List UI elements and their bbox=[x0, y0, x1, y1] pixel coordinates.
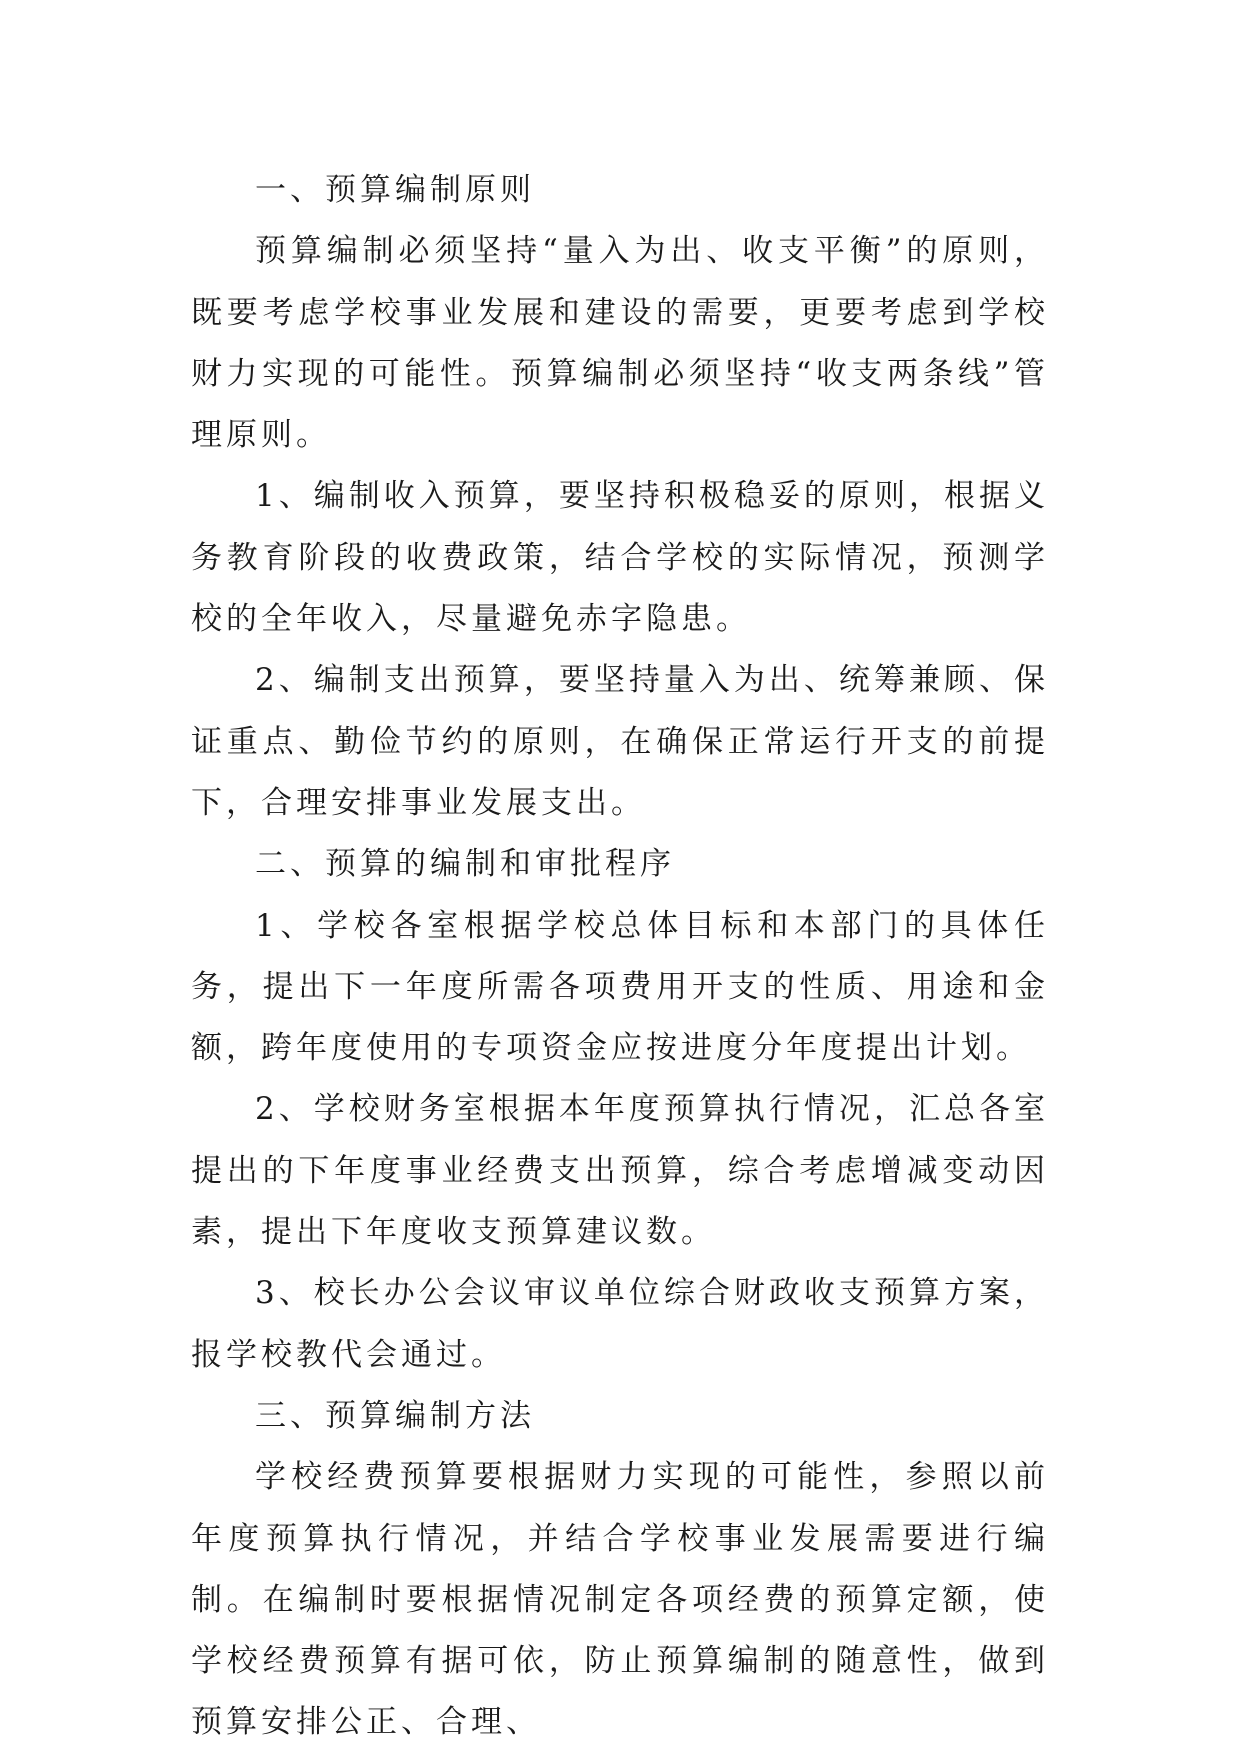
section-heading-budget-principles: 一、预算编制原则 bbox=[255, 172, 535, 208]
paragraph-departments-submit: 1、学校各室根据学校总体目标和本部门的具体任务，提出下一年度所需各项费用开支的性质、用途和金额，跨年度使用的专项资金应按进度分年度提出计划。 bbox=[191, 907, 1049, 1067]
paragraph-methods: 学校经费预算要根据财力实现的可能性，参照以前年度预算执行情况，并结合学校事业发展需要进行编制。在编制时要根据情况制定各项经费的预算定额，使学校经费预算有据可依，防止预算编制的随意性，做到预算安排公正、合理、 bbox=[191, 1459, 1049, 1741]
document-body bbox=[191, 160, 1049, 1754]
paragraph-income-budget: 1、编制收入预算，要坚持积极稳妥的原则，根据义务教育阶段的收费政策，结合学校的实际情况，预测学校的全年收入，尽量避免赤字隐患。 bbox=[191, 478, 1049, 638]
section-heading-approval-procedure: 二、预算的编制和审批程序 bbox=[255, 846, 675, 883]
paragraph-finance-office: 2、学校财务室根据本年度预算执行情况，汇总各室提出的下年度事业经费支出预算，综合考虑增减变动因素，提出下年度收支预算建议数。 bbox=[191, 1091, 1049, 1251]
paragraph-principal-meeting: 3、校长办公会议审议单位综合财政收支预算方案，报学校教代会通过。 bbox=[191, 1275, 1049, 1373]
paragraph-principles-intro: 预算编制必须坚持“量入为出、收支平衡”的原则，既要考虑学校事业发展和建设的需要，更要考虑到学校财力实现的可能性。预算编制必须坚持“收支两条线”管理原则。 bbox=[191, 233, 1049, 454]
section-heading-budget-methods: 三、预算编制方法 bbox=[255, 1397, 535, 1434]
paragraph-expenditure-budget: 2、编制支出预算，要坚持量入为出、统筹兼顾、保证重点、勤俭节约的原则，在确保正常运行开支的前提下，合理安排事业发展支出。 bbox=[191, 662, 1049, 821]
